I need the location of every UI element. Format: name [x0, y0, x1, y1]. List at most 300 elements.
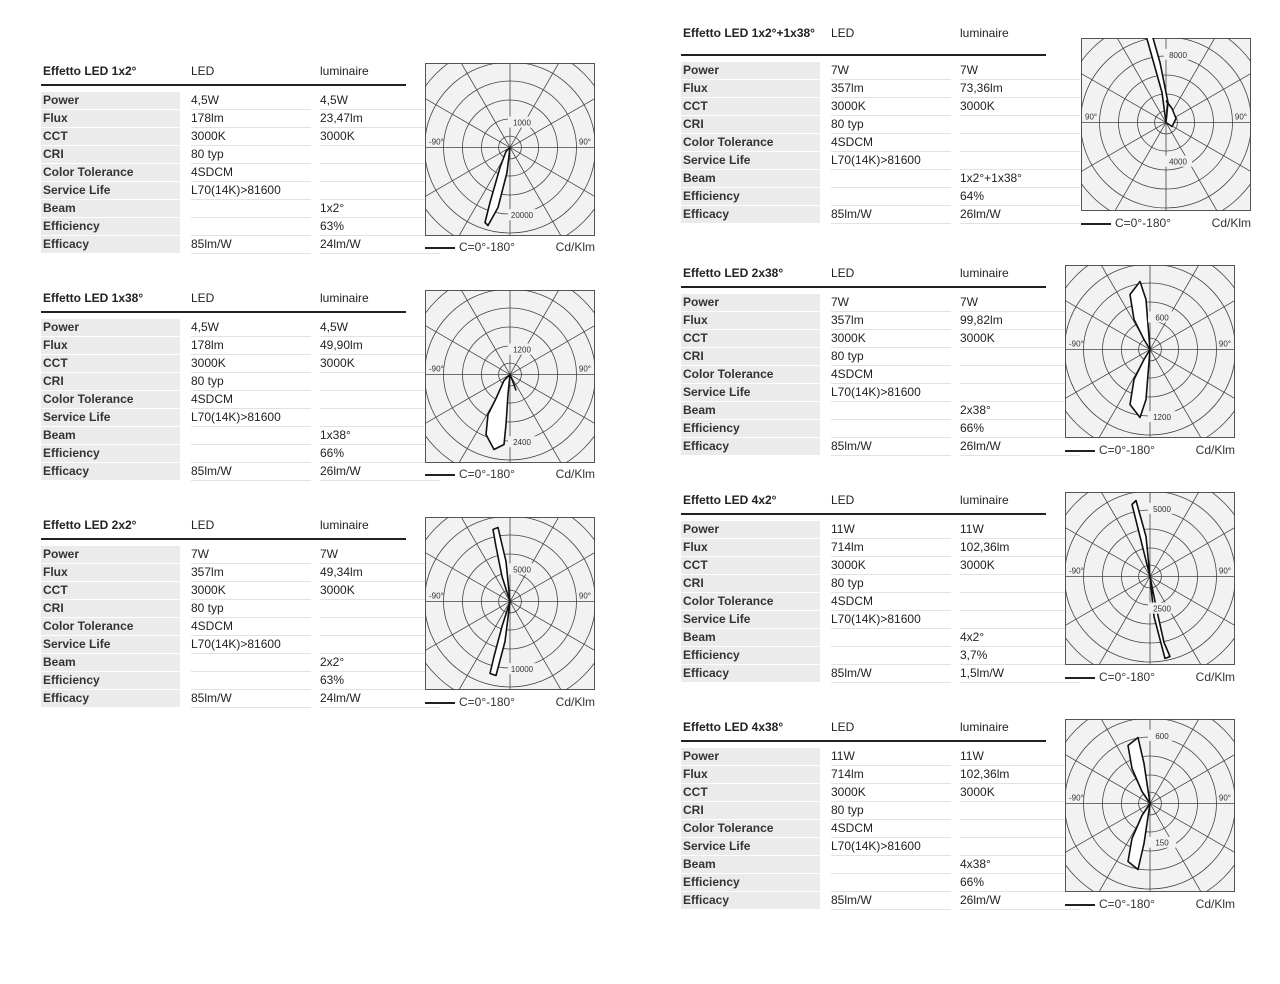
luminaire-value	[320, 164, 440, 182]
scale-label: 10000	[510, 665, 534, 675]
polar-diagram	[1081, 38, 1251, 211]
scale-label: 20000	[510, 211, 534, 221]
led-value: 714lm	[831, 539, 951, 557]
led-value: 714lm	[831, 766, 951, 784]
spec-row	[41, 582, 411, 600]
spec-row	[681, 766, 1051, 784]
luminaire-value: 3000K	[960, 784, 1080, 802]
polar-legend	[1081, 216, 1251, 230]
row-label: CRI	[681, 802, 820, 819]
led-value: 357lm	[831, 80, 951, 98]
luminaire-value: 7W	[960, 62, 1080, 80]
luminaire-value: 26lm/W	[960, 438, 1080, 456]
row-label: CRI	[41, 146, 180, 163]
luminaire-value: 24lm/W	[320, 236, 440, 254]
column-header-led: LED	[831, 493, 855, 507]
scale-label: 5000	[1153, 504, 1171, 514]
spec-row	[41, 427, 411, 445]
spec-rows	[681, 748, 1051, 910]
led-value: 7W	[191, 546, 311, 564]
polar-diagram	[1065, 492, 1235, 665]
led-value: 80 typ	[831, 802, 951, 820]
spec-row	[41, 463, 411, 481]
row-label: Service Life	[681, 611, 820, 628]
spec-row	[681, 539, 1051, 557]
column-header-led: LED	[191, 518, 215, 532]
led-value: 7W	[831, 62, 951, 80]
spec-row	[41, 618, 411, 636]
luminaire-value	[960, 802, 1080, 820]
spec-table	[41, 64, 411, 254]
polar-diagram	[1065, 265, 1235, 438]
spec-rows	[681, 62, 1051, 224]
row-label: Service Life	[681, 152, 820, 169]
legend-series: C=0°-180°	[459, 240, 515, 254]
legend-line	[425, 702, 455, 704]
row-label: Service Life	[681, 384, 820, 401]
luminaire-value: 23,47lm	[320, 110, 440, 128]
angle-label-left: -90°	[429, 137, 444, 147]
spec-table	[681, 493, 1051, 683]
row-label: Color Tolerance	[681, 593, 820, 610]
row-label: CCT	[681, 98, 820, 115]
spec-row	[41, 654, 411, 672]
spec-row	[681, 330, 1051, 348]
row-label: CCT	[681, 330, 820, 347]
led-value: 80 typ	[831, 348, 951, 366]
row-label: CCT	[41, 128, 180, 145]
spec-rows	[681, 521, 1051, 683]
led-value: 178lm	[191, 337, 311, 355]
angle-label-left: -90°	[1069, 566, 1084, 576]
luminaire-value: 49,90lm	[320, 337, 440, 355]
led-value: 80 typ	[191, 146, 311, 164]
luminaire-value: 1,5lm/W	[960, 665, 1080, 683]
column-header-led: LED	[191, 64, 215, 78]
polar-legend	[425, 467, 595, 481]
luminaire-value	[960, 838, 1080, 856]
luminaire-value: 11W	[960, 521, 1080, 539]
spec-row	[41, 200, 411, 218]
row-label: Flux	[41, 110, 180, 127]
led-value: 3000K	[191, 355, 311, 373]
spec-row	[681, 748, 1051, 766]
row-label: Beam	[681, 402, 820, 419]
angle-label-right: 90°	[1234, 112, 1247, 122]
scale-label: 8000	[1169, 50, 1187, 60]
led-value: 7W	[831, 294, 951, 312]
row-label: Efficacy	[41, 236, 180, 253]
row-label: Service Life	[41, 182, 180, 199]
spec-row	[41, 636, 411, 654]
luminaire-value	[960, 348, 1080, 366]
scale-label: 2400	[513, 438, 531, 448]
spec-row	[41, 218, 411, 236]
led-value: 85lm/W	[831, 665, 951, 683]
spec-row	[41, 337, 411, 355]
spec-row	[41, 391, 411, 409]
led-value: 178lm	[191, 110, 311, 128]
spec-row	[681, 170, 1051, 188]
legend-unit: Cd/Klm	[1195, 443, 1235, 457]
led-value: 80 typ	[831, 575, 951, 593]
scale-label: 600	[1155, 731, 1169, 741]
spec-row	[41, 445, 411, 463]
row-label: Color Tolerance	[681, 820, 820, 837]
row-label: CRI	[681, 116, 820, 133]
spec-row	[41, 319, 411, 337]
row-label: Flux	[681, 766, 820, 783]
led-value: 3000K	[191, 582, 311, 600]
spec-row	[681, 557, 1051, 575]
luminaire-value: 3000K	[320, 128, 440, 146]
product-title: Effetto LED 4x2°	[683, 493, 777, 507]
luminaire-value: 2x2°	[320, 654, 440, 672]
luminaire-value: 4,5W	[320, 319, 440, 337]
spec-row	[41, 146, 411, 164]
led-value: 4SDCM	[831, 820, 951, 838]
led-value	[831, 647, 951, 665]
spec-row	[41, 355, 411, 373]
spec-row	[681, 856, 1051, 874]
spec-row	[681, 312, 1051, 330]
luminaire-value	[320, 391, 440, 409]
spec-row	[41, 600, 411, 618]
angle-label-left: -90°	[1069, 339, 1084, 349]
row-label: Efficacy	[41, 690, 180, 707]
led-value	[191, 427, 311, 445]
luminaire-value	[960, 820, 1080, 838]
row-label: CRI	[41, 373, 180, 390]
spec-table	[41, 291, 411, 481]
led-value: L70(14K)>81600	[831, 384, 951, 402]
angle-label-left: -90°	[429, 364, 444, 374]
row-label: Efficacy	[681, 892, 820, 909]
spec-row	[681, 629, 1051, 647]
product-title: Effetto LED 2x2°	[43, 518, 137, 532]
luminaire-value	[320, 409, 440, 427]
spec-row	[681, 784, 1051, 802]
row-label: Power	[681, 521, 820, 538]
polar-svg	[1065, 492, 1235, 665]
angle-label-left: -90°	[1069, 793, 1084, 803]
polar-svg	[1065, 719, 1235, 892]
luminaire-value: 1x2°+1x38°	[960, 170, 1080, 188]
led-value: 4SDCM	[191, 391, 311, 409]
luminaire-value: 102,36lm	[960, 539, 1080, 557]
led-value: 3000K	[831, 557, 951, 575]
polar-svg	[425, 63, 595, 236]
luminaire-value	[960, 384, 1080, 402]
spec-row	[681, 874, 1051, 892]
row-label: Efficacy	[681, 438, 820, 455]
luminaire-value: 2x38°	[960, 402, 1080, 420]
led-value: 85lm/W	[191, 690, 311, 708]
polar-legend	[1065, 670, 1235, 684]
row-label: Beam	[681, 856, 820, 873]
led-value	[831, 874, 951, 892]
row-label: Flux	[41, 337, 180, 354]
spec-row	[681, 647, 1051, 665]
spec-row	[681, 420, 1051, 438]
spec-rows	[41, 319, 411, 481]
row-label: Efficacy	[41, 463, 180, 480]
led-value: 3000K	[831, 784, 951, 802]
row-label: CRI	[681, 348, 820, 365]
spec-row	[681, 366, 1051, 384]
spec-row	[681, 820, 1051, 838]
row-label: Power	[681, 62, 820, 79]
led-value: L70(14K)>81600	[191, 409, 311, 427]
row-label: Beam	[41, 200, 180, 217]
led-value: L70(14K)>81600	[831, 611, 951, 629]
column-header-luminaire: luminaire	[960, 26, 1009, 40]
luminaire-value: 4,5W	[320, 92, 440, 110]
luminaire-value: 63%	[320, 672, 440, 690]
spec-header	[41, 64, 406, 86]
led-value: 3000K	[831, 330, 951, 348]
luminaire-value: 26lm/W	[960, 206, 1080, 224]
polar-diagram	[425, 63, 595, 236]
legend-line	[1081, 223, 1111, 225]
luminaire-value: 3000K	[960, 98, 1080, 116]
spec-row	[41, 236, 411, 254]
row-label: Color Tolerance	[681, 366, 820, 383]
led-value: 4SDCM	[831, 366, 951, 384]
row-label: CCT	[681, 784, 820, 801]
led-value: L70(14K)>81600	[191, 636, 311, 654]
legend-line	[425, 247, 455, 249]
led-value: 4,5W	[191, 92, 311, 110]
luminaire-value	[320, 618, 440, 636]
led-value: 80 typ	[191, 373, 311, 391]
row-label: Color Tolerance	[41, 164, 180, 181]
luminaire-value: 3,7%	[960, 647, 1080, 665]
luminaire-value: 64%	[960, 188, 1080, 206]
row-label: Power	[681, 748, 820, 765]
row-label: Power	[41, 546, 180, 563]
spec-row	[681, 402, 1051, 420]
legend-unit: Cd/Klm	[1195, 897, 1235, 911]
polar-legend	[1065, 443, 1235, 457]
spec-header	[681, 493, 1046, 515]
led-value: 85lm/W	[831, 892, 951, 910]
spec-row	[681, 206, 1051, 224]
column-header-luminaire: luminaire	[960, 493, 1009, 507]
legend-series: C=0°-180°	[1115, 216, 1171, 230]
led-value: 80 typ	[831, 116, 951, 134]
row-label: Beam	[41, 654, 180, 671]
spec-row	[681, 438, 1051, 456]
legend-line	[1065, 677, 1095, 679]
scale-label: 4000	[1169, 157, 1187, 167]
luminaire-value: 66%	[960, 874, 1080, 892]
row-label: CRI	[681, 575, 820, 592]
led-value	[191, 445, 311, 463]
scale-label: 1000	[513, 118, 531, 128]
column-header-led: LED	[831, 266, 855, 280]
luminaire-value: 63%	[320, 218, 440, 236]
scale-label: 150	[1155, 838, 1169, 848]
luminaire-value	[960, 575, 1080, 593]
spec-table	[681, 266, 1051, 456]
led-value: 85lm/W	[191, 236, 311, 254]
spec-row	[681, 348, 1051, 366]
angle-label-right: 90°	[578, 364, 591, 374]
luminaire-value	[960, 152, 1080, 170]
luminaire-value	[960, 116, 1080, 134]
led-value: 4,5W	[191, 319, 311, 337]
column-header-luminaire: luminaire	[960, 720, 1009, 734]
spec-table	[681, 26, 1051, 224]
row-label: Power	[41, 92, 180, 109]
spec-row	[41, 182, 411, 200]
luminaire-value: 26lm/W	[960, 892, 1080, 910]
led-value: L70(14K)>81600	[831, 152, 951, 170]
led-value: 85lm/W	[831, 206, 951, 224]
luminaire-value: 1x38°	[320, 427, 440, 445]
row-label: Flux	[681, 312, 820, 329]
led-value: 4SDCM	[831, 134, 951, 152]
spec-row	[41, 110, 411, 128]
led-value	[191, 218, 311, 236]
row-label: Beam	[681, 170, 820, 187]
luminaire-value	[320, 146, 440, 164]
scale-label: 2500	[1153, 604, 1171, 614]
column-header-luminaire: luminaire	[960, 266, 1009, 280]
row-label: CRI	[41, 600, 180, 617]
luminaire-value: 11W	[960, 748, 1080, 766]
angle-label-right: 90°	[578, 137, 591, 147]
polar-svg	[425, 517, 595, 690]
led-value: 3000K	[191, 128, 311, 146]
led-value: L70(14K)>81600	[191, 182, 311, 200]
luminaire-value: 4x2°	[960, 629, 1080, 647]
luminaire-value	[960, 366, 1080, 384]
luminaire-value: 66%	[320, 445, 440, 463]
spec-table	[681, 720, 1051, 910]
led-value: 3000K	[831, 98, 951, 116]
polar-legend	[425, 240, 595, 254]
spec-row	[41, 546, 411, 564]
spec-row	[681, 575, 1051, 593]
legend-series: C=0°-180°	[1099, 670, 1155, 684]
row-label: Color Tolerance	[41, 618, 180, 635]
spec-rows	[41, 92, 411, 254]
luminaire-value	[960, 134, 1080, 152]
legend-series: C=0°-180°	[1099, 897, 1155, 911]
row-label: Power	[681, 294, 820, 311]
legend-line	[1065, 904, 1095, 906]
led-value: 85lm/W	[191, 463, 311, 481]
spec-rows	[41, 546, 411, 708]
spec-row	[681, 152, 1051, 170]
legend-unit: Cd/Klm	[1195, 670, 1235, 684]
spec-row	[41, 164, 411, 182]
luminaire-value	[320, 373, 440, 391]
led-value: 4SDCM	[191, 164, 311, 182]
spec-row	[681, 134, 1051, 152]
led-value: 357lm	[191, 564, 311, 582]
spec-row	[681, 892, 1051, 910]
polar-svg	[1065, 265, 1235, 438]
led-value	[831, 856, 951, 874]
row-label: CCT	[681, 557, 820, 574]
spec-row	[41, 128, 411, 146]
polar-legend	[1065, 897, 1235, 911]
led-value	[831, 420, 951, 438]
led-value	[191, 654, 311, 672]
spec-row	[681, 384, 1051, 402]
led-value: 11W	[831, 748, 951, 766]
luminaire-value: 7W	[320, 546, 440, 564]
luminaire-value: 26lm/W	[320, 463, 440, 481]
product-title: Effetto LED 1x38°	[43, 291, 144, 305]
led-value	[831, 188, 951, 206]
row-label: Service Life	[41, 636, 180, 653]
spec-row	[681, 294, 1051, 312]
spec-row	[681, 838, 1051, 856]
row-label: Beam	[681, 629, 820, 646]
row-label: Efficiency	[681, 420, 820, 437]
scale-label: 1200	[513, 345, 531, 355]
column-header-luminaire: luminaire	[320, 518, 369, 532]
led-value: L70(14K)>81600	[831, 838, 951, 856]
spec-row	[681, 62, 1051, 80]
led-value: 4SDCM	[191, 618, 311, 636]
led-value	[831, 402, 951, 420]
spec-row	[681, 611, 1051, 629]
angle-label-right: 90°	[1218, 339, 1231, 349]
row-label: Efficiency	[681, 188, 820, 205]
spec-row	[681, 188, 1051, 206]
spec-row	[41, 373, 411, 391]
column-header-luminaire: luminaire	[320, 64, 369, 78]
polar-diagram	[1065, 719, 1235, 892]
polar-diagram	[425, 517, 595, 690]
led-value: 357lm	[831, 312, 951, 330]
spec-header	[41, 291, 406, 313]
spec-header	[681, 266, 1046, 288]
spec-row	[681, 521, 1051, 539]
angle-label-right: 90°	[578, 591, 591, 601]
product-title: Effetto LED 4x38°	[683, 720, 784, 734]
spec-row	[41, 690, 411, 708]
spec-row	[41, 92, 411, 110]
luminaire-value: 49,34lm	[320, 564, 440, 582]
column-header-led: LED	[831, 26, 855, 40]
angle-label-right: 90°	[1218, 566, 1231, 576]
legend-line	[1065, 450, 1095, 452]
spec-row	[681, 80, 1051, 98]
row-label: CCT	[41, 355, 180, 372]
legend-line	[425, 474, 455, 476]
row-label: Flux	[681, 80, 820, 97]
luminaire-value: 3000K	[960, 330, 1080, 348]
product-title: Effetto LED 2x38°	[683, 266, 784, 280]
led-value: 4SDCM	[831, 593, 951, 611]
spec-row	[681, 665, 1051, 683]
spec-rows	[681, 294, 1051, 456]
spec-row	[681, 802, 1051, 820]
row-label: Efficiency	[681, 647, 820, 664]
row-label: Color Tolerance	[41, 391, 180, 408]
spec-row	[41, 409, 411, 427]
spec-row	[681, 593, 1051, 611]
led-value	[191, 672, 311, 690]
legend-unit: Cd/Klm	[555, 240, 595, 254]
luminaire-value: 3000K	[320, 582, 440, 600]
